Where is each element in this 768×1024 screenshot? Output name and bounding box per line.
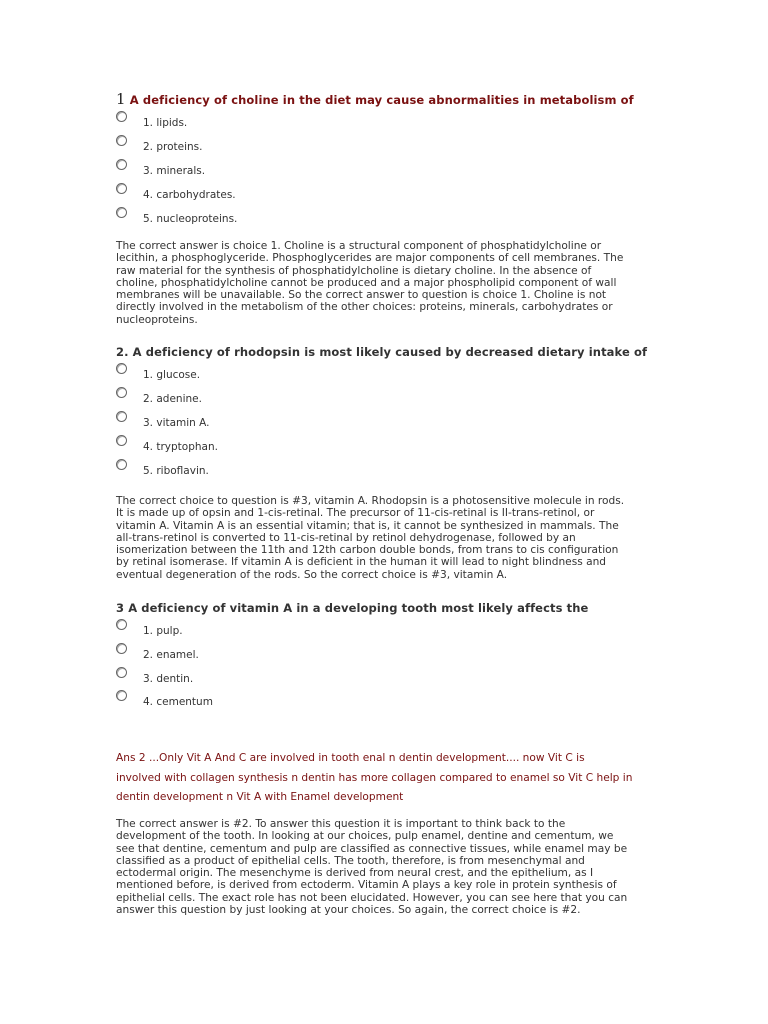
option-label: 1. glucose. (143, 369, 201, 381)
option-label: 4. tryptophan. (143, 441, 218, 453)
radio-button-icon[interactable] (116, 667, 127, 678)
option-label: 2. enamel. (143, 649, 199, 661)
radio-button-icon[interactable] (116, 135, 127, 146)
question-3-title: 3 A deficiency of vitamin A in a developing tooth most likely affects the (116, 601, 589, 615)
radio-button-icon[interactable] (116, 363, 127, 374)
option-label: 5. nucleoproteins. (143, 213, 238, 225)
radio-button-icon[interactable] (116, 387, 127, 398)
radio-button-icon[interactable] (116, 619, 127, 630)
option-label: 2. adenine. (143, 393, 202, 405)
radio-button-icon[interactable] (116, 207, 127, 218)
radio-button-icon[interactable] (116, 183, 127, 194)
question-1-number: 1 (116, 90, 126, 108)
q2-option-3[interactable] (116, 411, 416, 431)
q2-option-2[interactable] (116, 387, 416, 407)
radio-button-icon[interactable] (116, 411, 127, 422)
radio-button-icon[interactable] (116, 643, 127, 654)
option-label: 3. vitamin A. (143, 417, 210, 429)
question-2-explanation: The correct choice to question is #3, vitamin A. Rhodopsin is a photosensitive molecule in rods. It is made up of opsin and 1-cis-retinal. The precursor of 11-cis-retinal is II-trans-retinol, or vitamin A. Vitamin A is an essential vitamin; that is, it cannot be synthesized in mammals. The all-trans-retinol is converted to 11-cis-retinal by retinol dehydrogenase, followed by an isomerization between the 11th and 12th carbon double bonds, from trans to cis configuration by retinal isomerase. If vitamin A is deficient in the human it will lead to night blindness and eventual degeneration of the rods. So the correct choice is #3, vitamin A. (116, 495, 625, 581)
radio-button-icon[interactable] (116, 159, 127, 170)
option-label: 1. lipids. (143, 117, 188, 129)
question-3-explanation: The correct answer is #2. To answer this question it is important to think back to the development of the tooth. In looking at our choices, pulp enamel, dentine and cementum, we see that dentine, cementum and pulp are classified as connective tissues, while enamel may be classified as a product of epithelial cells. The tooth, therefore, is from mesenchymal and ectodermal origin. The mesenchyme is derived from neural crest, and the epithelium, as I mentioned before, is derived from ectoderm. Vitamin A plays a key role in protein synthesis of epithelial cells. The exact role has not been elucidated. However, you can see here that you can answer this question by just looking at your choices. So again, the correct choice is #2. (116, 818, 628, 917)
radio-button-icon[interactable] (116, 435, 127, 446)
question-3-answer-note: Ans 2 ...Only Vit A And C are involved in tooth enal n dentin development.... now Vit C is involved with collagen synthesis n dentin has more collagen compared to enamel so Vit C help in dentin development n Vit A with Enamel development (116, 752, 633, 803)
option-label: 4. carbohydrates. (143, 189, 236, 201)
option-label: 5. riboflavin. (143, 465, 209, 477)
radio-button-icon[interactable] (116, 459, 127, 470)
q1-option-1[interactable] (116, 111, 416, 131)
q1-option-2[interactable] (116, 135, 416, 155)
q2-option-1[interactable] (116, 363, 416, 383)
question-1-text: A deficiency of choline in the diet may cause abnormalities in metabolism of (129, 93, 634, 107)
question-1-title (116, 90, 634, 108)
q1-option-4[interactable] (116, 183, 416, 203)
q3-option-1[interactable] (116, 619, 416, 639)
q3-option-2[interactable] (116, 643, 416, 663)
radio-button-icon[interactable] (116, 690, 127, 701)
option-label: 4. cementum (143, 696, 213, 708)
q3-option-4[interactable] (116, 690, 416, 710)
q3-option-3[interactable] (116, 667, 416, 687)
q2-option-4[interactable] (116, 435, 416, 455)
question-1-explanation: The correct answer is choice 1. Choline is a structural component of phosphatidylcholine or lecithin, a phosphoglyceride. Phosphoglycerides are major components of cell membranes. The raw material for the synthesis of phosphatidylcholine is dietary choline. In the absence of choline, phosphatidylcholine cannot be produced and a major phospholipid component of wall membranes will be unavailable. So the correct answer to question is choice 1. Choline is not directly involved in the metabolism of the other choices: proteins, minerals, carbohydrates or nucleoproteins. (116, 240, 624, 326)
q1-option-3[interactable] (116, 159, 416, 179)
option-label: 1. pulp. (143, 625, 183, 637)
option-label: 3. dentin. (143, 673, 194, 685)
q1-option-5[interactable] (116, 207, 416, 227)
option-label: 3. minerals. (143, 165, 206, 177)
question-2-title: 2. A deficiency of rhodopsin is most likely caused by decreased dietary intake of (116, 345, 648, 359)
radio-button-icon[interactable] (116, 111, 127, 122)
q2-option-5[interactable] (116, 459, 416, 479)
option-label: 2. proteins. (143, 141, 203, 153)
